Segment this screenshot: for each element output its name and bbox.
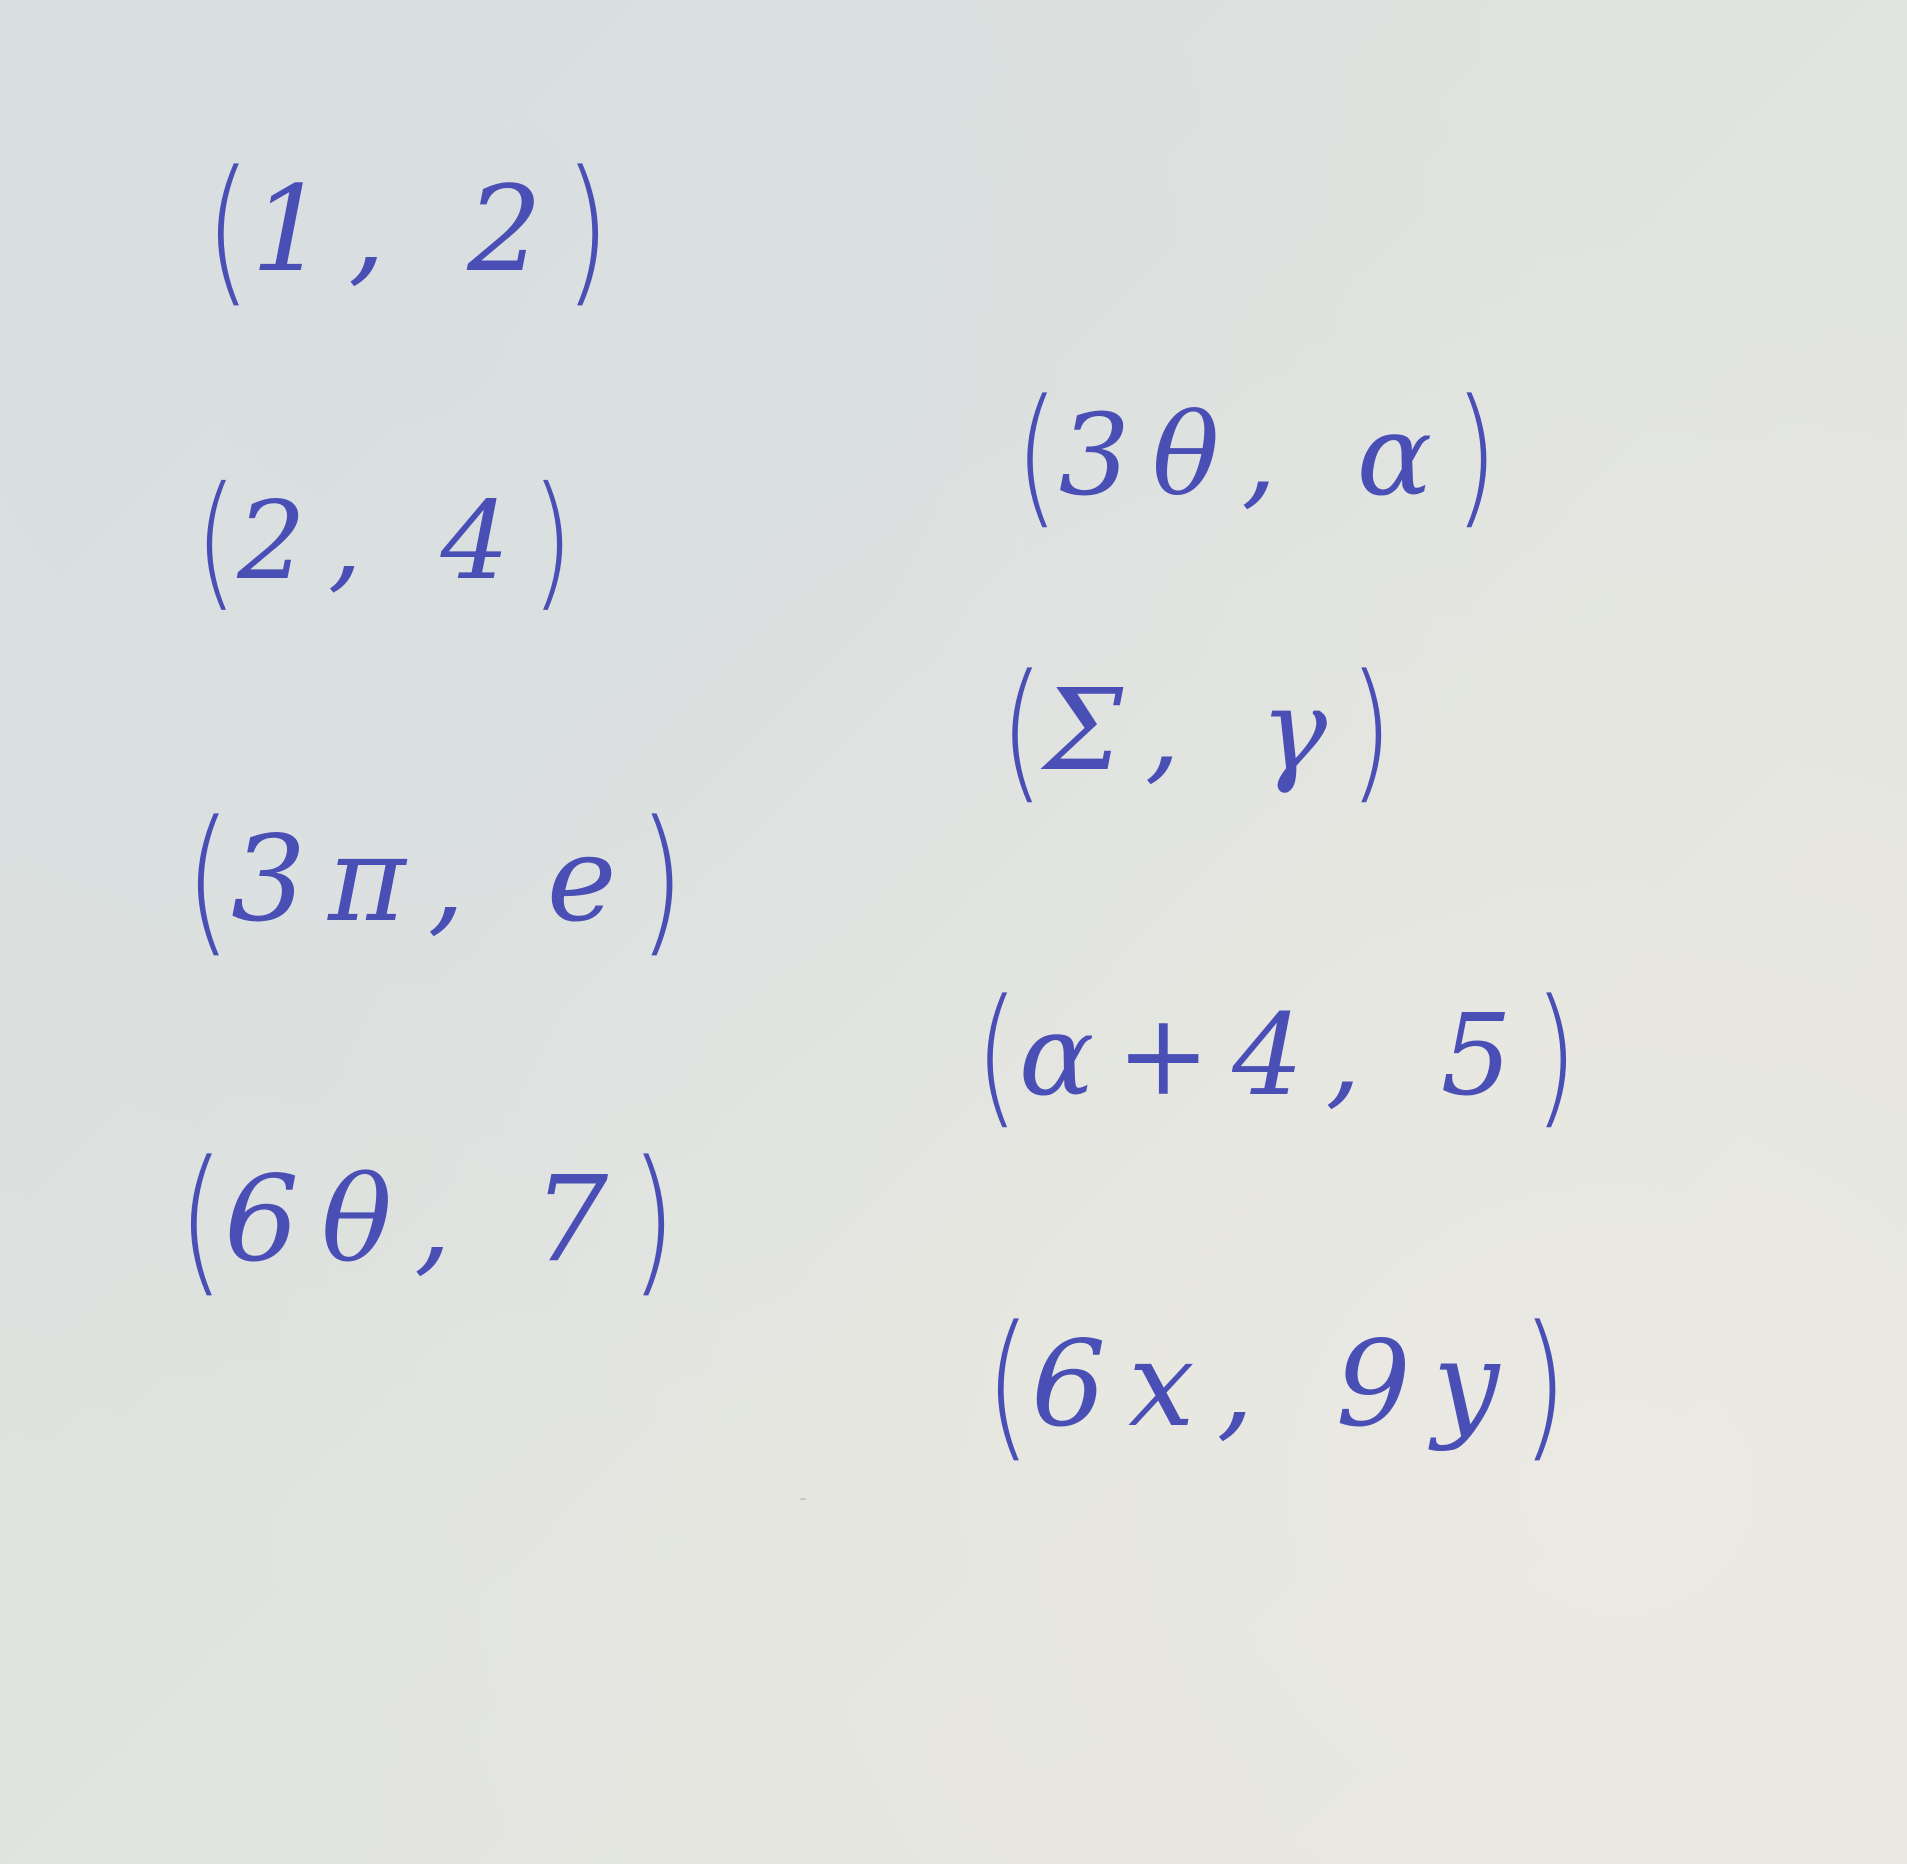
pair-right-4-content: 6x, 9y — [1031, 1315, 1522, 1453]
close-paren: ) — [1454, 368, 1498, 544]
pair-left-3-content: 3π, e — [231, 810, 639, 948]
pair-right-3-content: α+4, 5 — [1018, 991, 1534, 1121]
open-paren: ( — [975, 968, 1019, 1144]
close-paren: ) — [531, 456, 574, 626]
open-paren: ( — [205, 135, 252, 323]
close-paren: ) — [1349, 643, 1393, 819]
open-paren: ( — [1000, 643, 1044, 819]
pair-right-2 — [1000, 643, 1393, 819]
close-paren: ) — [630, 1125, 677, 1313]
open-paren: ( — [178, 1125, 225, 1313]
pair-left-1 — [205, 135, 611, 323]
open-paren: ( — [195, 456, 238, 626]
paper-smudge — [800, 1498, 806, 1500]
pair-left-4 — [178, 1125, 677, 1313]
open-paren: ( — [985, 1290, 1032, 1478]
open-paren: ( — [1015, 368, 1059, 544]
close-paren: ) — [638, 785, 685, 973]
pair-right-3 — [975, 968, 1578, 1144]
close-paren: ) — [1533, 968, 1578, 1144]
close-paren: ) — [1521, 1290, 1568, 1478]
pair-left-2 — [195, 456, 574, 626]
pair-right-1-content: 3θ, α — [1058, 391, 1455, 521]
pair-right-2-content: Σ, γ — [1043, 666, 1350, 796]
pair-left-1-content: 1, 2 — [251, 160, 565, 298]
open-paren: ( — [185, 785, 232, 973]
pair-right-4 — [985, 1290, 1568, 1478]
pair-left-3 — [185, 785, 685, 973]
close-paren: ) — [564, 135, 611, 323]
pair-right-1 — [1015, 368, 1498, 544]
pair-left-2-content: 2, 4 — [237, 479, 532, 604]
pair-left-4-content: 6θ, 7 — [224, 1150, 631, 1288]
